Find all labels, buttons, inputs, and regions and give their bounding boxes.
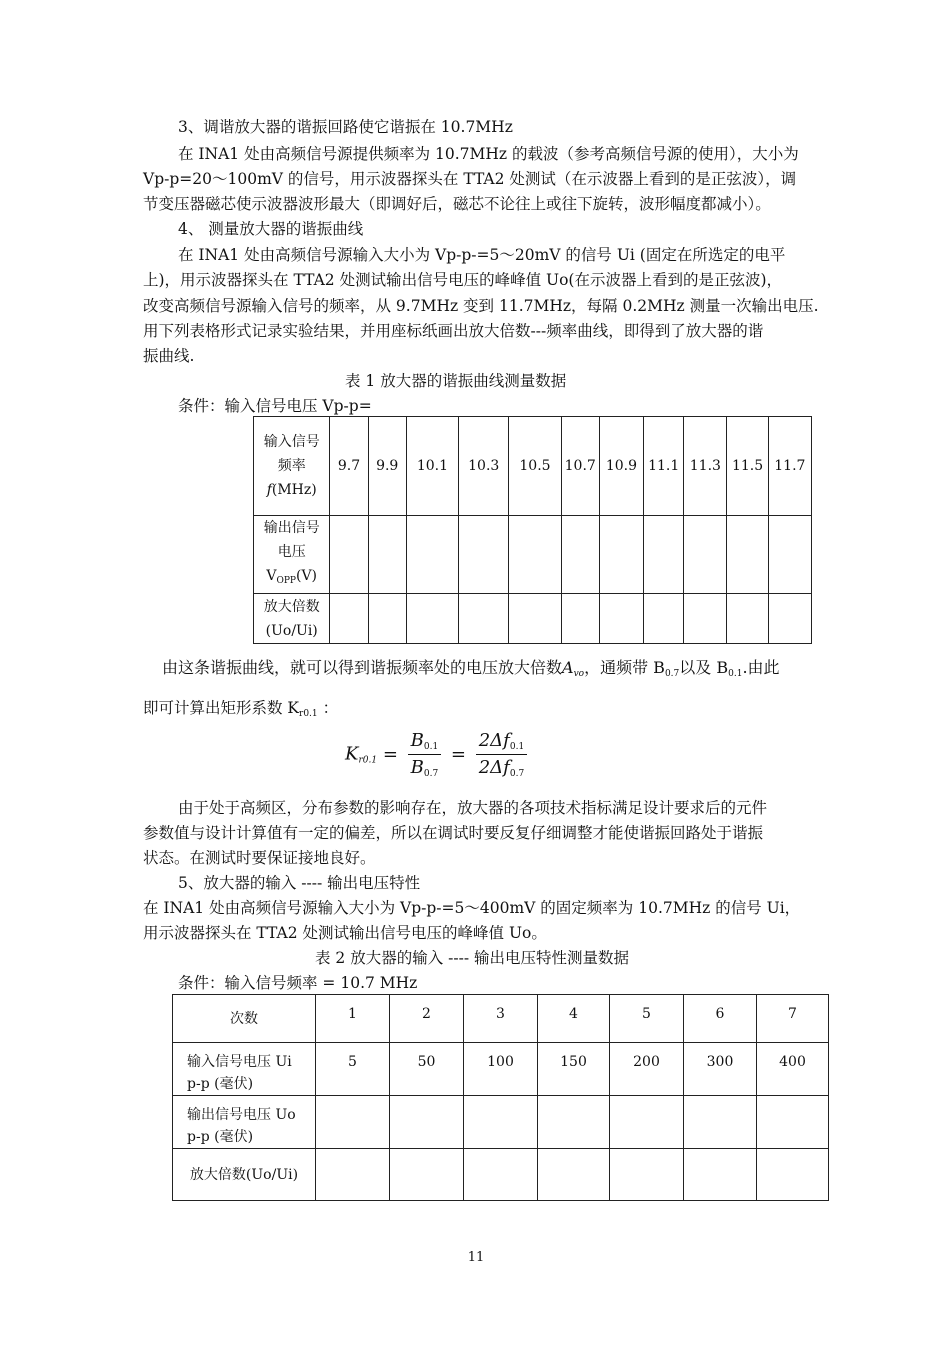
table1-freq-row: [254, 417, 812, 516]
table2-empty-cell[interactable]: [390, 1149, 464, 1201]
section5-line-1: 在 INA1 处由高频信号源输入大小为 Vp-p-=5～400mV 的固定频率为 10.7MHz 的信号 Ui，: [143, 899, 801, 917]
table2-output-label: 输出信号电压 Uo p-p (毫伏): [173, 1096, 316, 1149]
table1-freq-cell: 11.1: [644, 417, 684, 516]
table2-input-row: [173, 1043, 829, 1096]
table2-count-cell: 5: [610, 995, 684, 1043]
table2-empty-cell[interactable]: [316, 1149, 390, 1201]
table1-empty-cell[interactable]: [330, 594, 368, 644]
section5-heading: 5、放大器的输入 ---- 输出电压特性: [178, 874, 421, 892]
table2-input-cell: 150: [538, 1043, 610, 1096]
section3-line-1: 在 INA1 处由高频信号源提供频率为 10.7MHz 的载波（参考高频信号源的使用），大小为: [178, 145, 799, 163]
table2-output-row: [173, 1096, 829, 1149]
table1-gain-label: 放大倍数 (Uo/Ui): [254, 594, 330, 644]
table1-freq-cell: 11.5: [727, 417, 768, 516]
table2-input-cell: 200: [610, 1043, 684, 1096]
section4-line-4: 用下列表格形式记录实验结果，并用座标纸画出放大倍数---频率曲线，即得到了放大器的谐: [143, 322, 764, 340]
table2-input-label: 输入信号电压 Ui p-p (毫伏): [173, 1043, 316, 1096]
table2-empty-cell[interactable]: [538, 1096, 610, 1149]
table2-empty-cell[interactable]: [538, 1149, 610, 1201]
table2-input-cell: 300: [684, 1043, 757, 1096]
table2-empty-cell[interactable]: [464, 1149, 538, 1201]
formula-fraction-delta-f: $\frac{2\Delta f_{0.1}}{2\Delta f_{0.7}}$: [476, 730, 527, 779]
section3-heading: 3、调谐放大器的谐振回路使它谐振在 10.7MHz: [178, 118, 513, 136]
table2-empty-cell[interactable]: [757, 1096, 829, 1149]
table2-gain-row: [173, 1149, 829, 1201]
table2-input-cell: 400: [757, 1043, 829, 1096]
table2-empty-cell[interactable]: [316, 1096, 390, 1149]
section4-line-3: 改变高频信号源输入信号的频率，从 9.7MHz 变到 11.7MHz，每隔 0.2MHz 测量一次输出电压.: [143, 297, 819, 315]
section5-line-2: 用示波器探头在 TTA2 处测试输出信号电压的峰峰值 Uo。: [143, 924, 547, 942]
table2-gain-label: 放大倍数(Uo/Ui): [173, 1149, 316, 1201]
table2-empty-cell[interactable]: [610, 1096, 684, 1149]
table2-empty-cell[interactable]: [390, 1096, 464, 1149]
table2-input-cell: 5: [316, 1043, 390, 1096]
section4-heading: 4、 测量放大器的谐振曲线: [178, 220, 364, 238]
section3-line-3: 节变压器磁芯使示波器波形最大（即调好后，磁芯不论往上或往下旋转，波形幅度都减小）。: [143, 195, 771, 213]
table1-empty-cell[interactable]: [684, 594, 727, 644]
table1-empty-cell[interactable]: [599, 594, 643, 644]
table1-empty-cell[interactable]: [368, 594, 406, 644]
table1-empty-cell[interactable]: [459, 594, 509, 644]
bandwidth-line: 由这条谐振曲线，就可以得到谐振频率处的电压放大倍数$A_{vo}$，通频带 $B_{0.7}$以及 $B_{0.1}$.由此: [162, 658, 780, 679]
table1-empty-cell[interactable]: [727, 516, 768, 594]
table2-count-cell: 2: [390, 995, 464, 1043]
table2-empty-cell[interactable]: [610, 1149, 684, 1201]
table1-freq-cell: 9.9: [368, 417, 406, 516]
table1-freq-cell: 10.1: [406, 417, 458, 516]
section4-line-5: 振曲线.: [143, 347, 195, 365]
table1-freq-cell: 10.9: [599, 417, 643, 516]
table1-empty-cell[interactable]: [509, 516, 561, 594]
table2-condition: 条件：输入信号频率 = 10.7 MHz: [178, 974, 418, 992]
resonance-table: [253, 416, 812, 644]
page-number: 11: [467, 1250, 485, 1265]
table2-count-row: [173, 995, 829, 1043]
table2-empty-cell[interactable]: [684, 1096, 757, 1149]
table1-empty-cell[interactable]: [768, 516, 811, 594]
table1-empty-cell[interactable]: [727, 594, 768, 644]
table1-freq-label: 输入信号 频率 f(MHz): [254, 417, 330, 516]
table1-empty-cell[interactable]: [406, 594, 458, 644]
table1-freq-cell: 10.5: [509, 417, 561, 516]
rectangle-coefficient-formula: $K_{r0.1}$ = $\frac{B_{0.1}}{B_{0.7}}$ = $\frac{2\Delta f_{0.1}}{2\Delta f_{0.7}}$: [345, 730, 531, 779]
io-characteristic-table: [172, 994, 829, 1201]
table1-empty-cell[interactable]: [459, 516, 509, 594]
table1-freq-cell: 10.7: [561, 417, 599, 516]
table2-count-label: 次数: [173, 995, 316, 1043]
highfreq-line-1: 由于处于高频区，分布参数的影响存在，放大器的各项技术指标满足设计要求后的元件: [178, 799, 768, 817]
table1-caption: 表 1 放大器的谐振曲线测量数据: [345, 372, 567, 390]
rectangle-coefficient-line: 即可计算出矩形系数 $K_{r0.1}$ ：: [143, 699, 339, 719]
table1-empty-cell[interactable]: [684, 516, 727, 594]
table2-caption: 表 2 放大器的输入 ---- 输出电压特性测量数据: [315, 949, 630, 967]
table1-freq-cell: 10.3: [459, 417, 509, 516]
table1-empty-cell[interactable]: [644, 516, 684, 594]
table1-empty-cell[interactable]: [768, 594, 811, 644]
section3-line-2: Vp-p=20～100mV 的信号，用示波器探头在 TTA2 处测试（在示波器上看到的是正弦波），调: [143, 170, 797, 188]
formula-fraction-b: $\frac{B_{0.1}}{B_{0.7}}$: [408, 730, 442, 779]
table2-empty-cell[interactable]: [464, 1096, 538, 1149]
table2-empty-cell[interactable]: [684, 1149, 757, 1201]
section4-line-1: 在 INA1 处由高频信号源输入大小为 Vp-p-=5～20mV 的信号 Ui (固定在所选定的电平: [178, 246, 786, 264]
table1-empty-cell[interactable]: [368, 516, 406, 594]
table1-freq-cell: 9.7: [330, 417, 368, 516]
table2-count-cell: 6: [684, 995, 757, 1043]
table1-empty-cell[interactable]: [406, 516, 458, 594]
table2-empty-cell[interactable]: [757, 1149, 829, 1201]
highfreq-line-3: 状态。在测试时要保证接地良好。: [143, 849, 376, 867]
table2-count-cell: 1: [316, 995, 390, 1043]
section4-line-2: 上)，用示波器探头在 TTA2 处测试输出信号电压的峰峰值 Uo(在示波器上看到的是正弦波)，: [143, 271, 782, 289]
table1-gain-row: [254, 594, 812, 644]
table1-freq-cell: 11.7: [768, 417, 811, 516]
highfreq-line-2: 参数值与设计计算值有一定的偏差，所以在调试时要反复仔细调整才能使谐振回路处于谐振: [143, 824, 764, 842]
table2-input-cell: 50: [390, 1043, 464, 1096]
table1-empty-cell[interactable]: [644, 594, 684, 644]
table1-empty-cell[interactable]: [599, 516, 643, 594]
table2-count-cell: 3: [464, 995, 538, 1043]
table2-input-cell: 100: [464, 1043, 538, 1096]
table1-empty-cell[interactable]: [561, 516, 599, 594]
table2-count-cell: 7: [757, 995, 829, 1043]
table1-output-row: [254, 516, 812, 594]
table1-empty-cell[interactable]: [330, 516, 368, 594]
table1-empty-cell[interactable]: [509, 594, 561, 644]
table1-output-label: 输出信号 电压 $V_{OPP}(V)$: [254, 516, 330, 594]
table1-condition: 条件：输入信号电压 Vp-p=: [178, 397, 372, 415]
table1-freq-cell: 11.3: [684, 417, 727, 516]
table1-empty-cell[interactable]: [561, 594, 599, 644]
table2-count-cell: 4: [538, 995, 610, 1043]
